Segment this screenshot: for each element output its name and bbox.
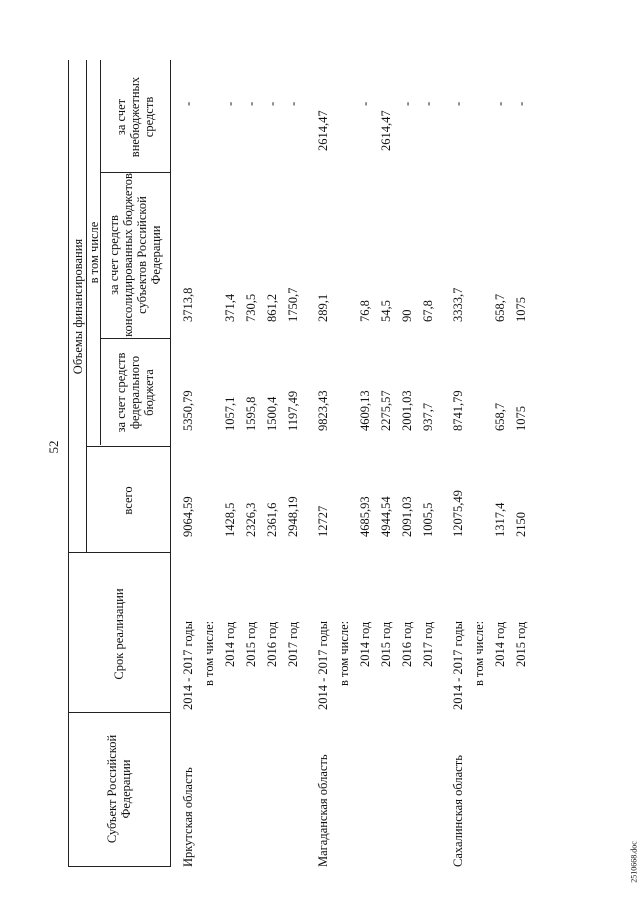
table-top-border (68, 60, 69, 867)
total-cell: 1005,5 (421, 502, 435, 537)
regional-cell: 90 (400, 309, 414, 322)
regional-cell: 67,8 (421, 300, 435, 322)
period-cell: в том числе: (472, 620, 486, 686)
column-divider (100, 338, 170, 339)
federal-cell: 658,7 (493, 402, 507, 431)
header-period (70, 555, 168, 713)
federal-cell: 4609,13 (358, 390, 372, 431)
header-in-including (87, 60, 100, 445)
period-cell: 2015 год (514, 621, 528, 667)
extra-cell: 2614,47 (379, 110, 393, 151)
total-cell: 4685,93 (358, 496, 372, 537)
extra-cell: - (181, 101, 195, 106)
period-cell: 2015 год (244, 621, 258, 667)
header-regional-text: за счет средств консолидированных бюджетов субъектов Российской Федерации (106, 173, 163, 337)
extra-cell: - (358, 101, 372, 106)
period-cell: 2016 год (400, 621, 414, 667)
period-cell: 2014 год (358, 621, 372, 667)
federal-cell: 1057,1 (223, 396, 237, 431)
federal-cell: 5350,79 (181, 390, 195, 431)
federal-cell: 1595,8 (244, 396, 258, 431)
period-cell: 2014 - 2017 годы (451, 620, 465, 710)
federal-cell: 1500,4 (265, 396, 279, 431)
region-name: Сахалинская область (451, 755, 465, 867)
federal-cell: 2001,03 (400, 390, 414, 431)
regional-cell: 54,5 (379, 300, 393, 322)
total-cell: 2948,19 (286, 496, 300, 537)
extra-cell: - (451, 101, 465, 106)
period-cell: в том числе: (337, 620, 351, 686)
period-cell: 2016 год (265, 621, 279, 667)
total-cell: 2091,03 (400, 496, 414, 537)
regional-cell: 658,7 (493, 293, 507, 322)
extra-cell: - (244, 101, 258, 106)
federal-cell: 937,7 (421, 402, 435, 431)
regional-cell: 861,2 (265, 293, 279, 322)
total-cell: 1428,5 (223, 502, 237, 537)
extra-cell: - (514, 101, 528, 106)
regional-cell: 3713,8 (181, 287, 195, 322)
header-total-text: всего (120, 486, 135, 515)
region-name: Иркутская область (181, 767, 195, 867)
document-id-text: 2510668.doc (629, 841, 639, 883)
total-cell: 2361,6 (265, 502, 279, 537)
regional-cell: 730,5 (244, 293, 258, 322)
column-divider (86, 446, 170, 447)
total-cell: 2326,3 (244, 502, 258, 537)
extra-cell: - (286, 101, 300, 106)
regional-cell: 371,4 (223, 293, 237, 322)
federal-cell: 1197,49 (286, 390, 300, 431)
period-cell: 2017 год (421, 621, 435, 667)
regional-cell: 1075 (514, 297, 528, 322)
total-cell: 4944,54 (379, 496, 393, 537)
total-cell: 9064,59 (181, 496, 195, 537)
period-cell: в том числе: (202, 620, 216, 686)
period-cell: 2014 - 2017 годы (181, 620, 195, 710)
period-cell: 2015 год (379, 621, 393, 667)
header-funding-text: Объемы финансирования (70, 238, 85, 375)
header-funding (70, 60, 85, 553)
region-name: Магаданская область (316, 754, 330, 867)
regional-cell: 1750,7 (286, 287, 300, 322)
regional-cell: 289,1 (316, 293, 330, 322)
regional-cell: 76,8 (358, 300, 372, 322)
federal-cell: 2275,57 (379, 390, 393, 431)
federal-cell: 1075 (514, 406, 528, 431)
header-extra (101, 63, 168, 171)
regional-cell: 3333,7 (451, 287, 465, 322)
header-extra-text: за счет внебюджетных средств (113, 76, 156, 158)
page-number-text: 52 (46, 440, 61, 454)
extra-cell: - (493, 101, 507, 106)
extra-cell: - (400, 101, 414, 106)
header-subject (70, 713, 168, 865)
total-cell: 12727 (316, 505, 330, 537)
header-federal (101, 340, 168, 445)
header-in-including-text: в том числе (86, 221, 101, 284)
extra-cell: - (223, 101, 237, 106)
extra-cell: - (265, 101, 279, 106)
header-period-text: Срок реализации (112, 588, 126, 680)
extra-cell: 2614,47 (316, 110, 330, 151)
header-total (87, 448, 168, 553)
period-cell: 2014 год (493, 621, 507, 667)
total-cell: 2150 (514, 512, 528, 537)
period-cell: 2014 год (223, 621, 237, 667)
period-cell: 2014 - 2017 годы (316, 620, 330, 710)
period-cell: 2017 год (286, 621, 300, 667)
column-divider (68, 866, 170, 867)
total-cell: 1317,4 (493, 502, 507, 537)
federal-cell: 9823,43 (316, 390, 330, 431)
total-cell: 12075,49 (451, 490, 465, 537)
federal-cell: 8741,79 (451, 390, 465, 431)
extra-cell: - (421, 101, 435, 106)
header-regional (101, 173, 168, 337)
table-header-bottom-border (170, 60, 171, 867)
header-subject-text: Субъект Российской Федерации (105, 734, 133, 844)
header-federal-text: за счет средств федерального бюджета (113, 352, 156, 433)
